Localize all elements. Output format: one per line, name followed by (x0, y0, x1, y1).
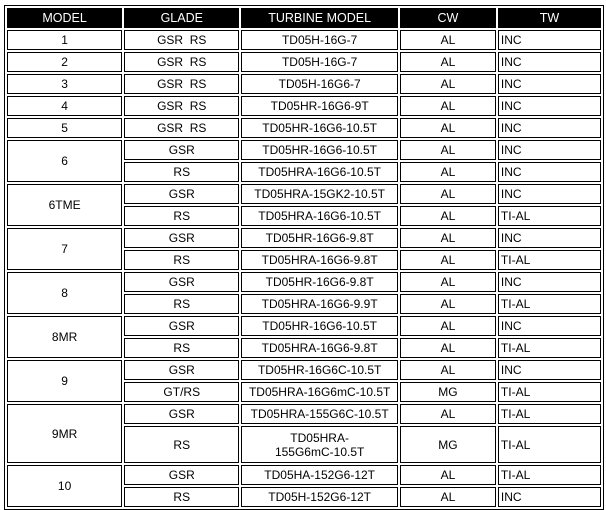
turbine-table-container (4, 5, 604, 510)
cell-cw: MG (400, 382, 496, 402)
cell-turbine: TD05HRA-16G6-9.8T (241, 250, 398, 270)
cell-turbine: TD05H-16G-7 (241, 30, 398, 50)
table-row (7, 228, 601, 248)
cell-cw: AL (400, 465, 496, 485)
cell-model-group: 8MR (7, 316, 122, 358)
cell-glade: GSR RS (124, 74, 239, 94)
cell-tw: INC (498, 272, 601, 292)
cell-glade: GSR (124, 404, 239, 424)
cell-model-group: 6 (7, 140, 122, 182)
cell-glade: RS (124, 487, 239, 507)
cell-glade: RS (124, 250, 239, 270)
cell-cw: MG (400, 426, 496, 463)
cell-tw: INC (498, 118, 601, 138)
header-cw: CW (400, 8, 496, 28)
cell-glade: GSR (124, 316, 239, 336)
cell-model-group: 9MR (7, 404, 122, 463)
cell-tw: INC (498, 96, 601, 116)
cell-tw: INC (498, 487, 601, 507)
cell-turbine: TD05H-16G-7 (241, 52, 398, 72)
cell-cw: AL (400, 316, 496, 336)
cell-turbine: TD05H-16G6-7 (241, 74, 398, 94)
cell-cw: AL (400, 162, 496, 182)
cell-cw: AL (400, 487, 496, 507)
cell-tw: TI-AL (498, 404, 601, 424)
table-row (7, 118, 601, 138)
cell-cw: AL (400, 338, 496, 358)
cell-glade: GSR RS (124, 30, 239, 50)
cell-turbine: TD05HRA-16G6-10.5T (241, 162, 398, 182)
cell-cw: AL (400, 294, 496, 314)
cell-cw: AL (400, 52, 496, 72)
table-row (7, 74, 601, 94)
cell-turbine: TD05HRA-16G6-10.5T (241, 206, 398, 226)
cell-tw: INC (498, 52, 601, 72)
cell-turbine: TD05HR-16G6-9.8T (241, 272, 398, 292)
cell-tw: INC (498, 316, 601, 336)
table-row (7, 140, 601, 160)
cell-model: 1 (7, 30, 122, 50)
cell-cw: AL (400, 74, 496, 94)
table-row (7, 272, 601, 292)
cell-turbine: TD05HR-16G6-10.5T (241, 140, 398, 160)
cell-tw: INC (498, 140, 601, 160)
header-glade: GLADE (124, 8, 239, 28)
cell-tw: TI-AL (498, 206, 601, 226)
table-row (7, 316, 601, 336)
cell-model-group: 8 (7, 272, 122, 314)
cell-turbine: TD05HR-16G6-9T (241, 96, 398, 116)
cell-tw: TI-AL (498, 250, 601, 270)
cell-tw: INC (498, 228, 601, 248)
header-turbine-model: TURBINE MODEL (241, 8, 398, 28)
cell-glade: GSR RS (124, 118, 239, 138)
cell-turbine: TD05HRA-16G6-9.8T (241, 338, 398, 358)
cell-tw: INC (498, 74, 601, 94)
cell-cw: AL (400, 140, 496, 160)
cell-glade: GSR (124, 140, 239, 160)
cell-model-group: 9 (7, 360, 122, 402)
cell-glade: GSR (124, 184, 239, 204)
cell-turbine: TD05HR-16G6-10.5T (241, 118, 398, 138)
cell-tw: TI-AL (498, 426, 601, 463)
table-row (7, 30, 601, 50)
table-row (7, 404, 601, 424)
cell-tw: INC (498, 30, 601, 50)
cell-glade: RS (124, 162, 239, 182)
cell-glade: GSR RS (124, 52, 239, 72)
cell-tw: INC (498, 162, 601, 182)
cell-model: 5 (7, 118, 122, 138)
cell-turbine: TD05HRA-16G6mC-10.5T (241, 382, 398, 402)
table-row (7, 465, 601, 485)
cell-model-group: 6TME (7, 184, 122, 226)
cell-turbine: TD05HR-16G6C-10.5T (241, 360, 398, 380)
cell-cw: AL (400, 250, 496, 270)
cell-cw: AL (400, 404, 496, 424)
cell-model-group: 10 (7, 465, 122, 507)
table-row (7, 52, 601, 72)
cell-cw: AL (400, 118, 496, 138)
cell-tw: INC (498, 184, 601, 204)
cell-model: 2 (7, 52, 122, 72)
cell-glade: GSR (124, 272, 239, 292)
table-row (7, 96, 601, 116)
cell-glade: RS (124, 294, 239, 314)
header-tw: TW (498, 8, 601, 28)
cell-glade: GT/RS (124, 382, 239, 402)
cell-turbine: TD05HRA-155G6C-10.5T (241, 404, 398, 424)
cell-glade: RS (124, 338, 239, 358)
cell-turbine: TD05HRA-16G6-9.9T (241, 294, 398, 314)
cell-glade: GSR (124, 360, 239, 380)
turbine-spec-table (4, 5, 604, 510)
cell-model: 3 (7, 74, 122, 94)
cell-turbine: TD05HRA-15GK2-10.5T (241, 184, 398, 204)
cell-cw: AL (400, 228, 496, 248)
cell-cw: AL (400, 360, 496, 380)
cell-model-group: 7 (7, 228, 122, 270)
cell-cw: AL (400, 206, 496, 226)
header-row (7, 8, 601, 28)
cell-cw: AL (400, 272, 496, 292)
table-row (7, 360, 601, 380)
cell-turbine: TD05HRA- 155G6mC-10.5T (241, 426, 398, 463)
cell-glade: RS (124, 426, 239, 463)
cell-glade: GSR RS (124, 96, 239, 116)
cell-cw: AL (400, 96, 496, 116)
cell-tw: TI-AL (498, 382, 601, 402)
cell-tw: TI-AL (498, 294, 601, 314)
table-row (7, 184, 601, 204)
cell-tw: INC (498, 360, 601, 380)
cell-turbine: TD05HR-16G6-9.8T (241, 228, 398, 248)
cell-glade: RS (124, 206, 239, 226)
cell-turbine: TD05H-152G6-12T (241, 487, 398, 507)
header-model: MODEL (7, 8, 122, 28)
cell-cw: AL (400, 184, 496, 204)
cell-cw: AL (400, 30, 496, 50)
cell-tw: TI-AL (498, 338, 601, 358)
cell-glade: GSR (124, 228, 239, 248)
cell-turbine: TD05HA-152G6-12T (241, 465, 398, 485)
cell-model: 4 (7, 96, 122, 116)
cell-turbine: TD05HR-16G6-10.5T (241, 316, 398, 336)
cell-glade: GSR (124, 465, 239, 485)
cell-tw: TI-AL (498, 465, 601, 485)
